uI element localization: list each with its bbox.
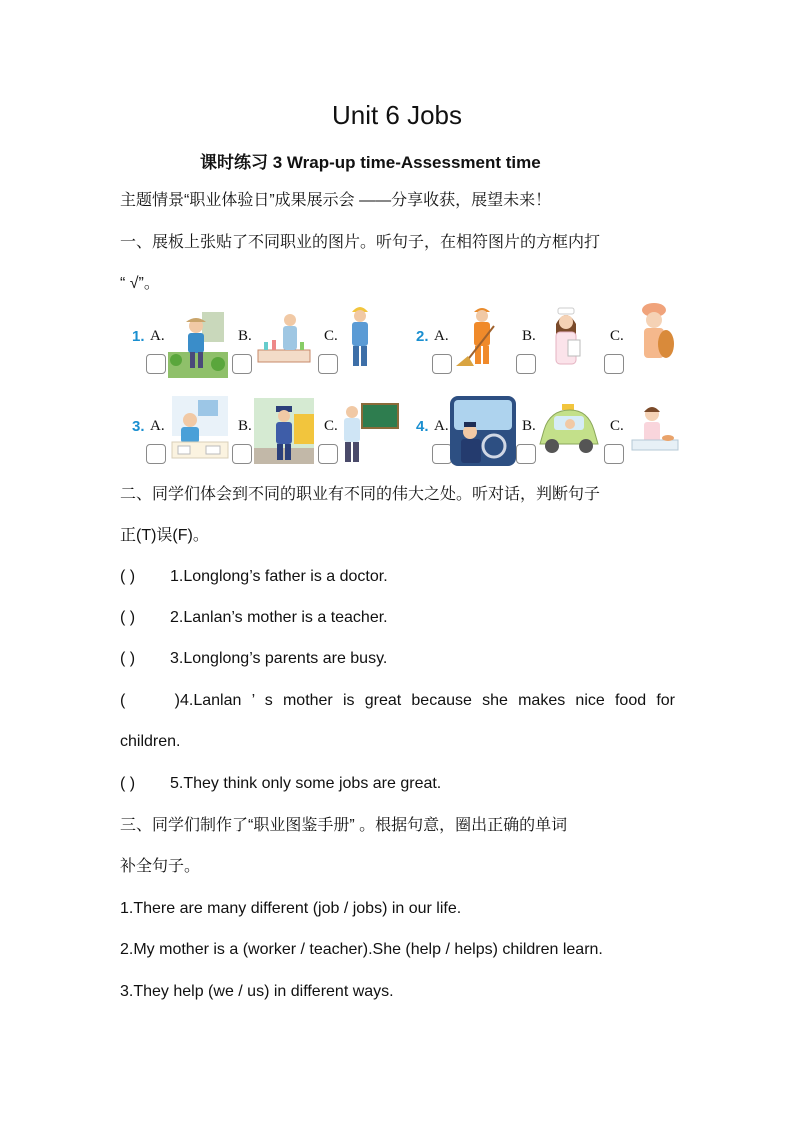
tf-item-1: [120, 566, 680, 588]
office-worker-picture: [170, 396, 230, 462]
tf-item-2: [120, 607, 680, 629]
answer-checkbox[interactable]: [318, 444, 338, 464]
option-label: C.: [610, 328, 624, 344]
lesson-subtitle: 课时练习 3 Wrap-up time-Assessment time: [200, 153, 541, 172]
option-label: C.: [324, 328, 338, 344]
cook-picture: [628, 302, 688, 368]
part3-instruction-cont: 补全句子。: [120, 858, 201, 875]
answer-blank[interactable]: ( ): [120, 650, 136, 667]
tf-sentence: 4.Lanlan ’ s mother is great because she makes nice food for: [180, 692, 675, 709]
answer-blank[interactable]: ( ): [120, 609, 136, 626]
answer-checkbox[interactable]: [516, 444, 536, 464]
worker-picture: [340, 304, 400, 370]
picture-row-1: [128, 312, 678, 384]
question-number: 1.: [132, 328, 145, 345]
option-label: A.: [434, 328, 449, 344]
part2-instruction: 二、同学们体会到不同的职业有不同的伟大之处。听对话，判断句子: [120, 486, 601, 503]
option-label: B.: [238, 328, 252, 344]
answer-checkbox[interactable]: [232, 444, 252, 464]
fill-sentence-1: 1.There are many different (job / jobs) in our life.: [120, 900, 462, 917]
cleaner-picture: [454, 304, 514, 370]
theme-line: 主题情景“职业体验日”成果展示会 ——分享收获，展望未来！: [120, 192, 552, 209]
nurse-picture: [538, 306, 598, 372]
policeman-picture: [254, 398, 314, 464]
tf-item-3: [120, 648, 680, 670]
question-number: 2.: [416, 328, 429, 345]
answer-blank[interactable]: ( ): [120, 775, 136, 792]
fill-sentence-3: 3.They help (we / us) in different ways.: [120, 983, 394, 1000]
tf-item-4: [120, 690, 675, 712]
part3-instruction: 三、同学们制作了“职业图鉴手册” 。根据句意，圈出正确的单词: [120, 817, 568, 834]
option-label: C.: [610, 418, 624, 434]
farmer-picture: [168, 312, 228, 378]
option-label: A.: [434, 418, 449, 434]
answer-checkbox[interactable]: [516, 354, 536, 374]
fill-sentence-2: 2.My mother is a (worker / teacher).She (help / helps) children learn.: [120, 941, 603, 958]
answer-blank[interactable]: ( ): [120, 692, 180, 709]
scientist-picture: [254, 312, 314, 378]
part1-instruction: 一、展板上张贴了不同职业的图片。听句子，在相符图片的方框内打: [120, 234, 601, 251]
answer-blank[interactable]: ( ): [120, 568, 136, 585]
baker-picture: [628, 400, 688, 466]
teacher-picture: [340, 400, 400, 466]
answer-checkbox[interactable]: [432, 444, 452, 464]
option-label: C.: [324, 418, 338, 434]
part2-instruction-cont: 正(T)误(F)。: [120, 527, 209, 544]
part1-instruction-cont: “ √”。: [120, 275, 160, 292]
tf-item-5: [120, 773, 680, 795]
page-title: Unit 6 Jobs: [331, 100, 463, 130]
option-label: A.: [150, 418, 165, 434]
answer-checkbox[interactable]: [432, 354, 452, 374]
option-label: A.: [150, 328, 165, 344]
tf-sentence: 1.Longlong’s father is a doctor.: [170, 568, 388, 585]
answer-checkbox[interactable]: [318, 354, 338, 374]
option-label: B.: [522, 328, 536, 344]
taxi-driver-picture: [536, 400, 602, 464]
picture-row-2: [128, 396, 678, 468]
bus-driver-picture: [450, 396, 516, 466]
tf-item-4-cont: children.: [120, 733, 181, 750]
answer-checkbox[interactable]: [146, 354, 166, 374]
answer-checkbox[interactable]: [232, 354, 252, 374]
option-label: B.: [522, 418, 536, 434]
tf-sentence: 5.They think only some jobs are great.: [170, 775, 442, 792]
question-number: 4.: [416, 418, 429, 435]
answer-checkbox[interactable]: [146, 444, 166, 464]
answer-checkbox[interactable]: [604, 444, 624, 464]
tf-sentence: 3.Longlong’s parents are busy.: [170, 650, 388, 667]
answer-checkbox[interactable]: [604, 354, 624, 374]
option-label: B.: [238, 418, 252, 434]
tf-sentence: 2.Lanlan’s mother is a teacher.: [170, 609, 388, 626]
question-number: 3.: [132, 418, 145, 435]
